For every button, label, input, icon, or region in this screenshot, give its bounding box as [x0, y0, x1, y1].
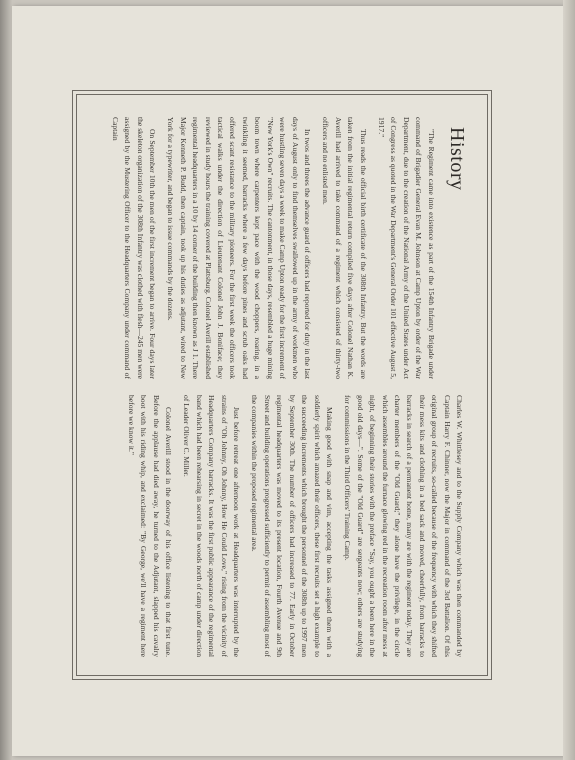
paragraph: "The Regiment came into existence as part of the 154th Infantry Brigade under command of Brigadier General Evan M. Johnson at Camp Upton by order of the War Department, due to the creation of the National Army of the United States under Act of Congress as quoted in the War Department's General Order 101 effective August 5, 1917."	[376, 117, 436, 379]
paragraph: On September 10th the men of the first increment began to arrive. Four days later the skeleton organization of the 308th Infantry was clothed with flesh—245 men were assigned by the Mustering Officer to the Headquarters Company under command of Captain	[110, 117, 158, 379]
paragraph: Making good with snap and vim, accepting the tasks assigned them with a soldierly spirit which amazed their officers, these first recruits set a high example to the succeeding increments which brought the personnel of the 308th up to 1997 men by September 30th. The number of officers had increased to 77. Early in October regimental headquarters was moved to its present location, Fourth Avenue and 9th Street and building operations progressed sufficiently to permit of assembling most of the companies within the proposed regimental area.	[250, 395, 334, 657]
book-page	[12, 6, 564, 756]
history-columns	[76, 94, 488, 676]
page-title: History	[446, 127, 468, 191]
paragraph: Just before retreat one afternoon work at Headquarters was interrupted by the strains of "Oh Johnny, Oh Johnny, How He Could Love," rising from the vicinity of Headquarters Company barracks. It was the first public appearance of the regimental band which had been rehearsing in secret in the woods north of camp under direction of Leader Oliver C. Miller.	[182, 395, 242, 657]
right-column	[91, 395, 465, 657]
text-block-wrapper	[72, 90, 492, 680]
page-edge	[563, 0, 575, 760]
paragraph: Colonel Averill stood in the doorway of his office listening to that first tune. Before the applause had died away, he turned to the Adjutant, slapped his cavalry boot with his riding whip, and exclaimed: "By George, we'll have a regiment here before we know it."	[126, 395, 174, 657]
paragraph: Charles W. Whittlesey and to the Supply Company which was then commanded by Captain Harry F. Chinner, now the Major in command of the 3rd Battalion. Of this original group of recruits, so-called because of the frequency with which they shifted their mess kits and clothing in a bed sack and moved, cheerfully, from barracks to barracks in search of a permanent home, many are with the regiment today. They are charter members of the "Old Guard;" they alone have the privilege, in the circle which assembles around the furnace glowing red in the recreation room after mess at night, of beginning their stories with the preface "Say, you ought a been here in the good old days—". Some of the "Old Guard" are sergeants now; others are studying for commissions in the Third Officers' Training Camp.	[343, 395, 464, 657]
binding-shadow	[0, 0, 12, 760]
history-frame	[72, 90, 492, 680]
paragraph: Thus reads the official birth certificate of the 308th Infantry. But the words are taken from the initial regimental return compiled five days after Colonel Nathan K. Averill had arrived to take command of a regiment which consisted of thirty-two officers and no enlisted men.	[321, 117, 368, 379]
left-column	[91, 117, 468, 379]
paragraph: In twos and threes the advance guard of officers had reported for duty in the last days of August only to find themselves swallowed up in the army of workmen who were hustling seven days a week to make Camp Upton ready for the first increment of "New York's Own" recruits. The cantonment, in those days, resembled a huge mining boom town where carpenters kept pace with the wood choppers, roaring, in a twinkling it seemed, barracks where a few days before pines and scrub oaks had offered scant resistance to the military pioneers. For the first week the officers took tactical walks under the direction of Lieutenant Colonel John J. Boniface; they reviewed in study hours the training covered at Plattsburg. Colonel Averill established regimental headquarters in a 10 by 14 corner of the building then known as J 1. There Major Kenneth P. Budd, then captain, took up his duties as adjutant, wired to New York for a typewriter, and began to issue commands by the dozens.	[166, 117, 312, 379]
